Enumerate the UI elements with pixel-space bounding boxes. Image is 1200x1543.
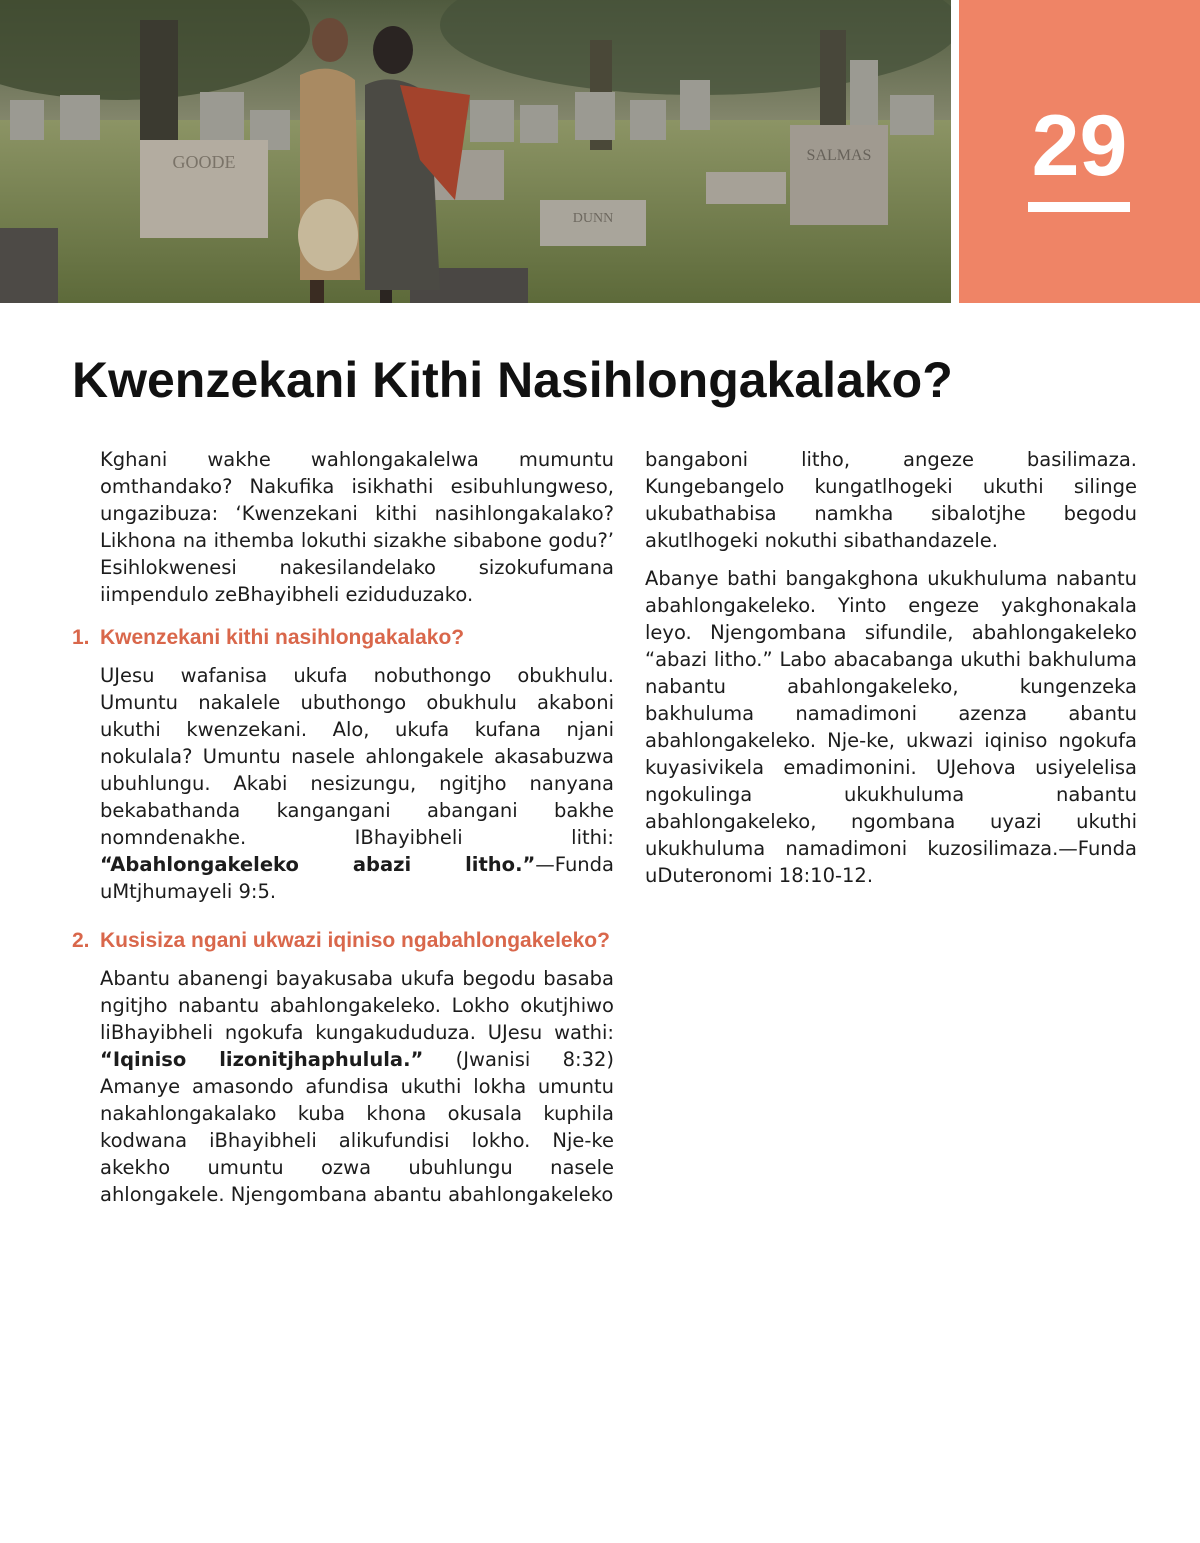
section2-paragraph-c: Abanye bathi bangakghona ukukhuluma nabantu abahlongakeleko. Yinto engeze yakghonakala leyo. Njengombana sifundile, abahlongakeleko “abazi litho.” Labo abacabanga ukuthi bakhuluma nabantu abahlongakeleko, kungenzeka bakhuluma namadimoni azenza abantu abahlongakeleko. Nje-ke, ukwazi iqiniso ngokufa kuyasivikela emadimonini. UJehova usiyelelisa ngokulinga ukukhuluma nabantu abahlongakeleko, ngombana uyazi ukuthi ukukhuluma namadimoni kuzosilimaza.—Funda uDuteronomi 18:10-12. bbox=[645, 567, 1137, 887]
question-number: 2. bbox=[72, 929, 90, 952]
question-heading: Kusisiza ngani ukwazi iqiniso ngabahlongakeleko? bbox=[100, 929, 610, 952]
headstone bbox=[790, 125, 888, 225]
question-1 bbox=[72, 624, 614, 652]
section2-text-a: Abantu abanengi bayakusaba ukufa begodu basaba ngitjho nabantu abahlongakeleko. Lokho okutjhiwo liBhayibheli ngokufa kungakududuza. UJesu wathi: bbox=[100, 967, 614, 1044]
section2-text-b: (Jwanisi 8:32) Amanye amasondo afundisa ukuthi lokha umuntu nakahlongakalako kuba khona okusala kuphila kodwana iBhayibheli alikufundisi lokho. Nje-ke akekho umuntu ozwa ubuhlungu nasele ahlongakele. Njengombana abantu abahlongakeleko bbox=[100, 1048, 615, 1206]
right-column bbox=[645, 446, 1137, 900]
section1-text: UJesu wafanisa ukufa nobuthongo obukhulu. Umuntu nakalele ubuthongo obukhulu akaboni ukuthi kwenzekani. Alo, ukufa kufana njani nokulala? Umuntu nasele ahlongakele akasabuzwa ubuhlungu. Akabi nesizungu, ngitjho nanyana bekabathanda kangangani abangani bakhe nomndenakhe. IBhayibheli lithi: bbox=[100, 664, 614, 849]
cemetery-illustration bbox=[0, 0, 951, 303]
section1-quote: “Abahlongakeleko abazi litho.” bbox=[100, 853, 536, 876]
section1-paragraph bbox=[100, 662, 614, 905]
lesson-number-box bbox=[959, 0, 1200, 303]
section2-paragraph-continued: bangaboni litho, angeze basilimaza. Kungebangelo kungatlhogeki ukuthi silinge ukubathabisa namkha sibalotjhe begodu akutlhogeki nokuthi sibathandazele. bbox=[645, 448, 1137, 552]
question-number: 1. bbox=[72, 626, 90, 649]
section2-quote: “Iqiniso lizonitjhaphulula.” bbox=[100, 1048, 424, 1071]
headstone-text: DUNN bbox=[572, 211, 614, 226]
question-heading: Kwenzekani kithi nasihlongakalako? bbox=[100, 626, 465, 649]
intro-paragraph: Kghani wakhe wahlongakalelwa mumuntu omthandako? Nakufika isikhathi esibuhlungweso, ungazibuza: ‘Kwenzekani kithi nasihlongakalako? Likhona na ithemba lokuthi sizakhe sibabone godu?’ Esihlokwenesi nakesilandelako sizokufumana iimpendulo zeBhayibheli eziduduzako. bbox=[100, 448, 614, 606]
question-2 bbox=[72, 927, 614, 955]
page-title: Kwenzekani Kithi Nasihlongakalako? bbox=[72, 352, 953, 408]
lesson-number-underline bbox=[1028, 202, 1130, 212]
headstone-text: GOODE bbox=[172, 152, 236, 172]
section1-reference: —Funda uMtjhumayeli 9:5. bbox=[100, 853, 614, 903]
section2-paragraph-a bbox=[100, 965, 614, 1208]
headstone-text: SALMAS bbox=[806, 147, 872, 164]
left-column bbox=[72, 446, 615, 1219]
header-photo bbox=[0, 0, 951, 303]
lesson-number: 29 bbox=[1031, 98, 1128, 194]
